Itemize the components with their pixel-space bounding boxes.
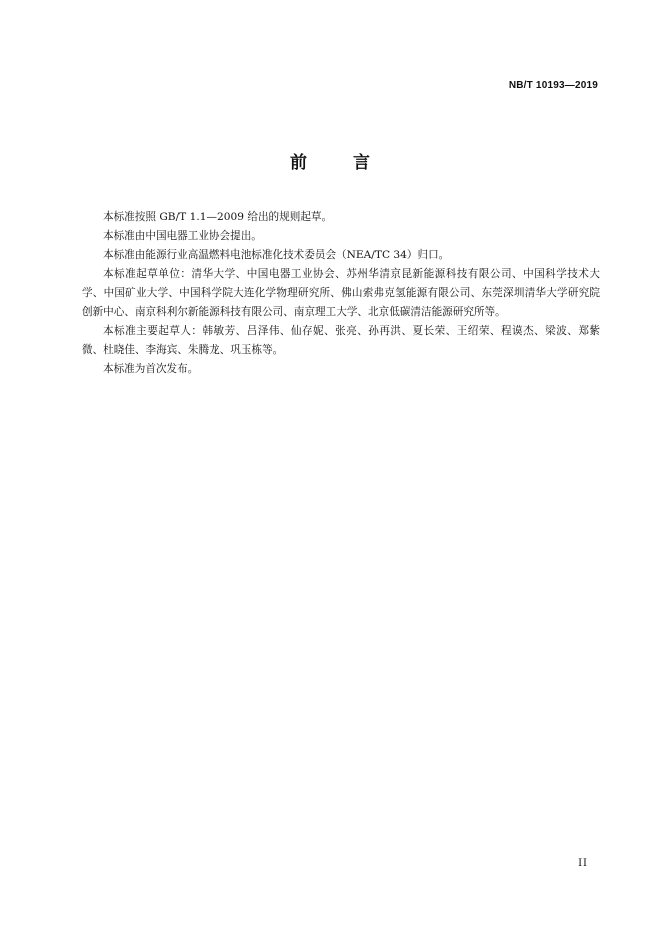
paragraph-drafting-rules: 本标准按照 GB/T 1.1—2009 给出的规则起草。 bbox=[103, 211, 333, 223]
paragraph-technical-committee: 本标准由能源行业高温燃料电池标准化技术委员会（NEA/TC 34）归口。 bbox=[103, 249, 450, 261]
paragraph-main-drafters: 本标准主要起草人：韩敏芳、吕泽伟、仙存妮、张亮、孙再洪、夏长荣、王绍荣、程谟杰、梁波、郑紫微、杜晓佳、李海宾、朱腾龙、巩玉栋等。 bbox=[82, 325, 600, 356]
page-number: II bbox=[578, 858, 588, 869]
title-char-2: 言 bbox=[353, 153, 372, 173]
page-title bbox=[0, 148, 662, 173]
standard-number: NB/T 10193—2019 bbox=[508, 80, 598, 91]
preface-body bbox=[82, 208, 600, 379]
paragraph-drafting-units: 本标准起草单位：清华大学、中国电器工业协会、苏州华清京昆新能源科技有限公司、中国科学技术大学、中国矿业大学、中国科学院大连化学物理研究所、佛山索弗克氢能源有限公司、东莞深圳清华大学研究院创新中心、南京科利尔新能源科技有限公司、南京理工大学、北京低碳清洁能源研究所等。 bbox=[82, 268, 600, 318]
title-char-1: 前 bbox=[290, 153, 309, 173]
paragraph-proposer: 本标准由中国电器工业协会提出。 bbox=[103, 230, 262, 242]
paragraph-first-release: 本标准为首次发布。 bbox=[103, 363, 199, 375]
